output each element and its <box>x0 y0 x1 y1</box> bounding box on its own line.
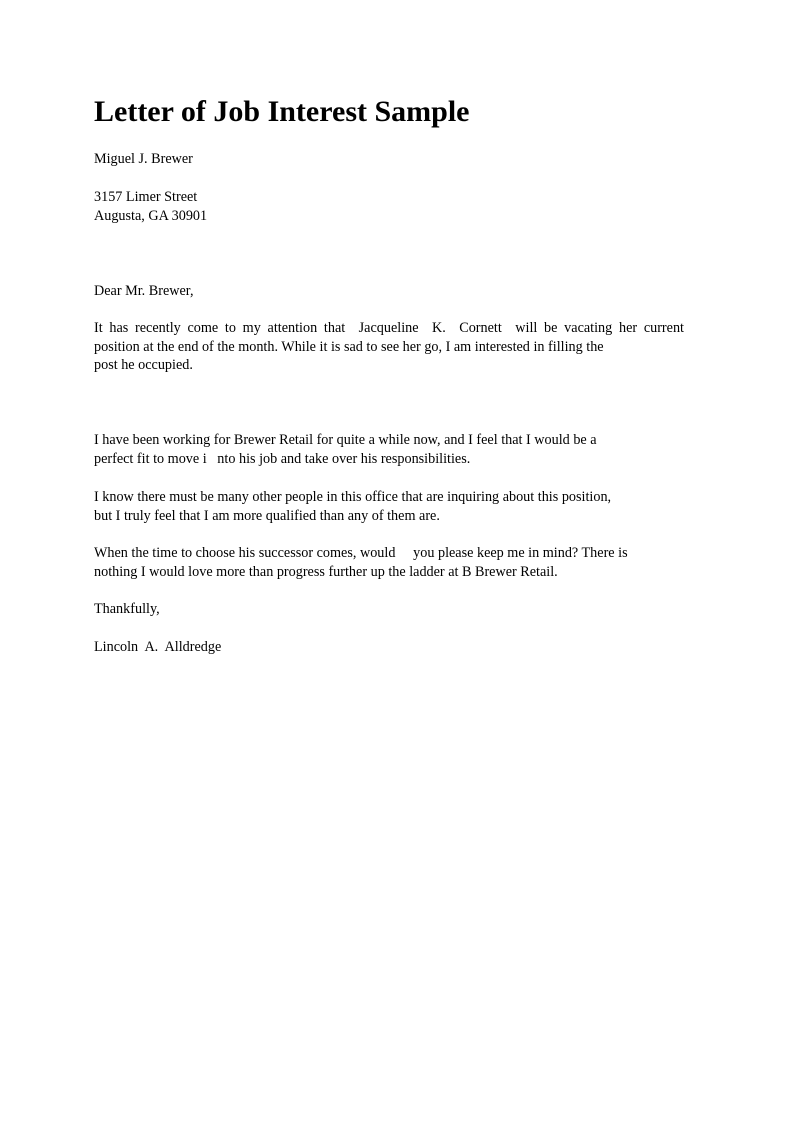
paragraph-line: It has recently come to my attention that Jacqueline K. Cornett will be vacating her current <box>94 320 684 336</box>
paragraph-line: I have been working for Brewer Retail for quite a while now, and I feel that I would be a <box>94 432 597 448</box>
paragraph-line: but I truly feel that I am more qualified than any of them are. <box>94 507 440 524</box>
signature <box>94 638 684 657</box>
salutation <box>94 282 684 301</box>
paragraph-line: position at the end of the month. While it is sad to see her go, I am interested in filling the <box>94 338 604 355</box>
closing <box>94 600 684 619</box>
address-street: 3157 Limer Street <box>94 189 198 205</box>
sender-name-text: Miguel J. Brewer <box>94 151 193 167</box>
letter-title: Letter of Job Interest Sample <box>94 95 470 128</box>
signature-name: Lincoln A. Alldredge <box>94 639 222 655</box>
body-paragraph-1 <box>94 319 684 375</box>
body-paragraph-3 <box>94 488 684 525</box>
paragraph-line: post he occupied. <box>94 357 193 374</box>
body-paragraph-2 <box>94 431 684 468</box>
salutation-text: Dear Mr. Brewer, <box>94 283 194 299</box>
body-paragraph-4 <box>94 544 684 581</box>
sender-address <box>94 188 684 225</box>
closing-text: Thankfully, <box>94 601 160 617</box>
paragraph-line: nothing I would love more than progress further up the ladder at B Brewer Retail. <box>94 563 558 580</box>
paragraph-line: When the time to choose his successor comes, would you please keep me in mind? There is <box>94 545 628 561</box>
address-city-line: Augusta, GA 30901 <box>94 207 208 224</box>
paragraph-line: I know there must be many other people in this office that are inquiring about this position, <box>94 489 612 505</box>
sender-name <box>94 150 684 169</box>
paragraph-line: perfect fit to move i nto his job and take over his responsibilities. <box>94 450 471 467</box>
